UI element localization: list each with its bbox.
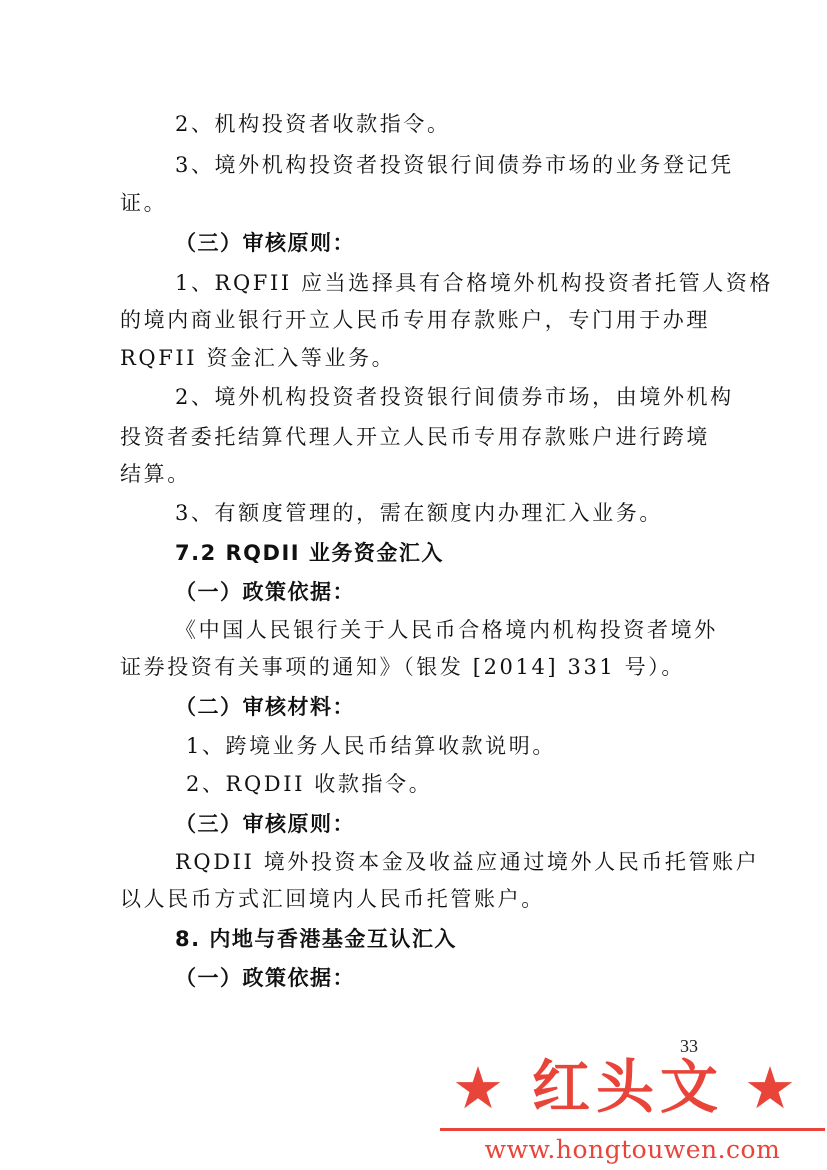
text-line: 2、机构投资者收款指令。: [175, 112, 451, 136]
text-line: 投资者委托结算代理人开立人民币专用存款账户进行跨境: [120, 425, 710, 449]
text-line: RQDII 境外投资本金及收益应通过境外人民币托管账户: [175, 850, 760, 874]
text-line: 2、RQDII 收款指令。: [186, 772, 433, 796]
text-line: 证。: [120, 191, 168, 215]
section-heading: （一）政策依据：: [175, 966, 355, 990]
text-line: 3、境外机构投资者投资银行间债券市场的业务登记凭: [175, 153, 734, 177]
section-heading: 7.2 RQDII 业务资金汇入: [175, 541, 444, 565]
text-line: 证券投资有关事项的通知》（银发 [2014] 331 号）。: [120, 655, 685, 679]
section-heading: （一）政策依据：: [175, 580, 355, 604]
watermark-url: www.hongtouwen.com: [484, 1135, 781, 1164]
text-line: 1、跨境业务人民币结算收款说明。: [186, 734, 556, 758]
watermark-divider: [440, 1128, 825, 1131]
page-number: 33: [680, 1036, 698, 1056]
text-line: 以人民币方式汇回境内人民币托管账户。: [120, 887, 545, 911]
watermark-title: 红头文: [532, 1053, 725, 1121]
star-icon: ★: [452, 1054, 504, 1122]
star-icon: ★: [744, 1054, 796, 1122]
text-line: 3、有额度管理的，需在额度内办理汇入业务。: [175, 501, 663, 525]
watermark-logo: [452, 1053, 802, 1123]
text-line: 的境内商业银行开立人民币专用存款账户，专门用于办理: [120, 308, 710, 332]
section-heading: （二）审核材料：: [175, 695, 355, 719]
section-heading: （三）审核原则：: [175, 231, 355, 255]
text-line: RQFII 资金汇入等业务。: [120, 346, 396, 370]
section-heading: 8. 内地与香港基金互认汇入: [175, 927, 457, 951]
text-line: 2、境外机构投资者投资银行间债券市场，由境外机构: [175, 385, 734, 409]
text-line: 1、RQFII 应当选择具有合格境外机构投资者托管人资格: [175, 271, 774, 295]
section-heading: （三）审核原则：: [175, 812, 355, 836]
text-line: 《中国人民银行关于人民币合格境内机构投资者境外: [175, 618, 718, 642]
text-line: 结算。: [120, 462, 191, 486]
